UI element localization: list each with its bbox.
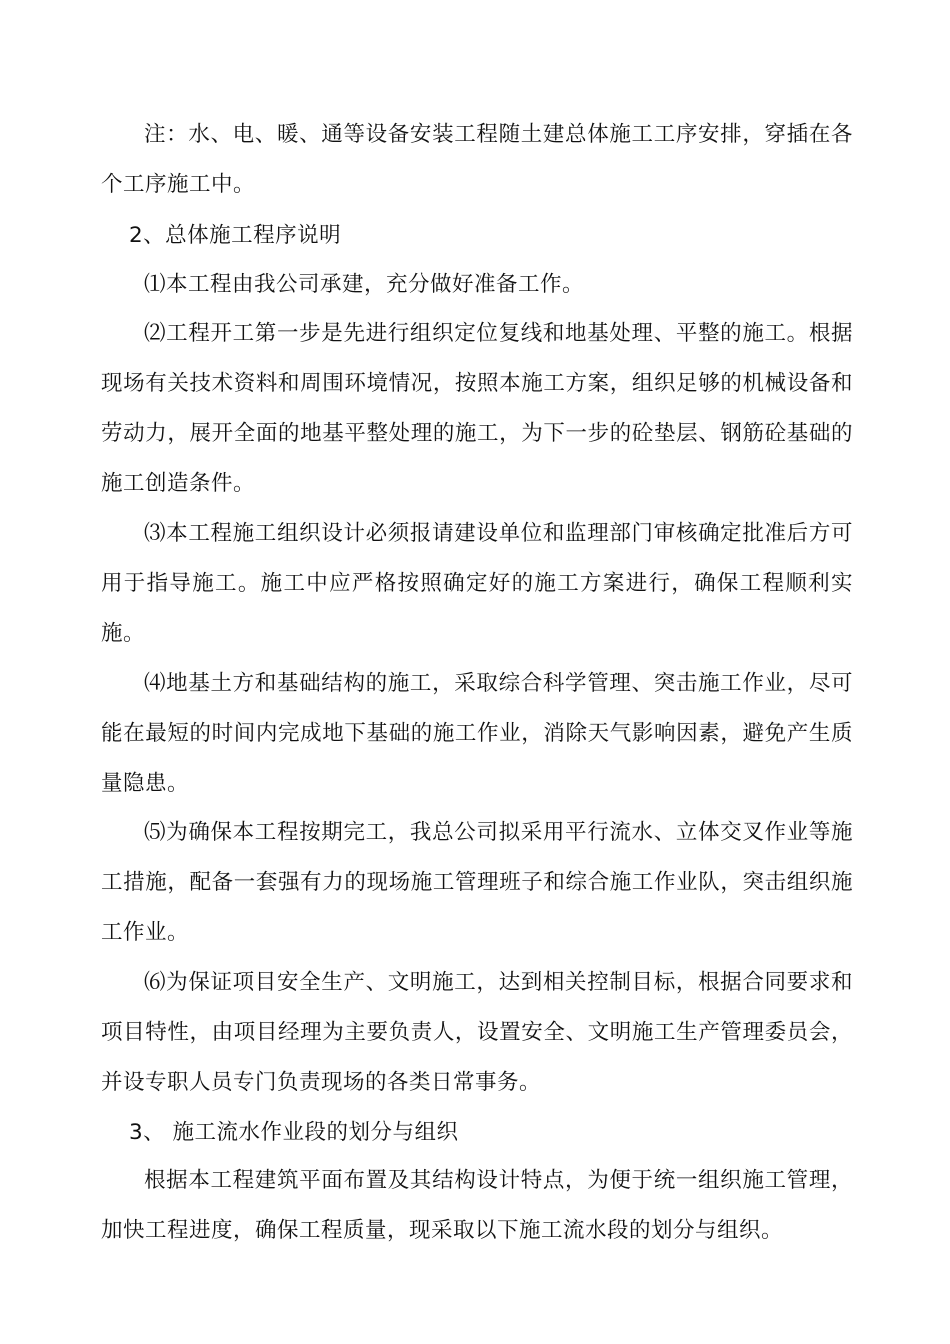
section-3-heading: 3、 施工流水作业段的划分与组织 [129, 1120, 459, 1145]
procedure-item-5: ⑸为确保本工程按期完工，我总公司拟采用平行流水、立体交叉作业等施工措施，配备一套强有力的现场施工管理班子和综合施工作业队，突击组织施工作业。 [101, 820, 853, 945]
procedure-item-6: ⑹为保证项目安全生产、文明施工，达到相关控制目标，根据合同要求和项目特性，由项目经理为主要负责人，设置安全、文明施工生产管理委员会，并设专职人员专门负责现场的各类日常事务。 [101, 970, 853, 1095]
procedure-item-4: ⑷地基土方和基础结构的施工，采取综合科学管理、突击施工作业，尽可能在最短的时间内完成地下基础的施工作业，消除天气影响因素，避免产生质量隐患。 [101, 671, 853, 796]
installation-note: 注：水、电、暖、通等设备安装工程随土建总体施工工序安排，穿插在各个工序施工中。 [101, 122, 853, 197]
procedure-item-2: ⑵工程开工第一步是先进行组织定位复线和地基处理、平整的施工。根据现场有关技术资料和周围环境情况，按照本施工方案，组织足够的机械设备和劳动力，展开全面的地基平整处理的施工，为下一步的砼垫层、钢筋砼基础的施工创造条件。 [101, 321, 853, 496]
section-3-body: 根据本工程建筑平面布置及其结构设计特点，为便于统一组织施工管理，加快工程进度，确保工程质量，现采取以下施工流水段的划分与组织。 [101, 1168, 853, 1243]
procedure-item-3: ⑶本工程施工组织设计必须报请建设单位和监理部门审核确定批准后方可用于指导施工。施工中应严格按照确定好的施工方案进行，确保工程顺利实施。 [101, 521, 853, 646]
section-2-heading: 2、总体施工程序说明 [129, 223, 342, 248]
procedure-item-1: ⑴本工程由我公司承建，充分做好准备工作。 [144, 272, 585, 297]
